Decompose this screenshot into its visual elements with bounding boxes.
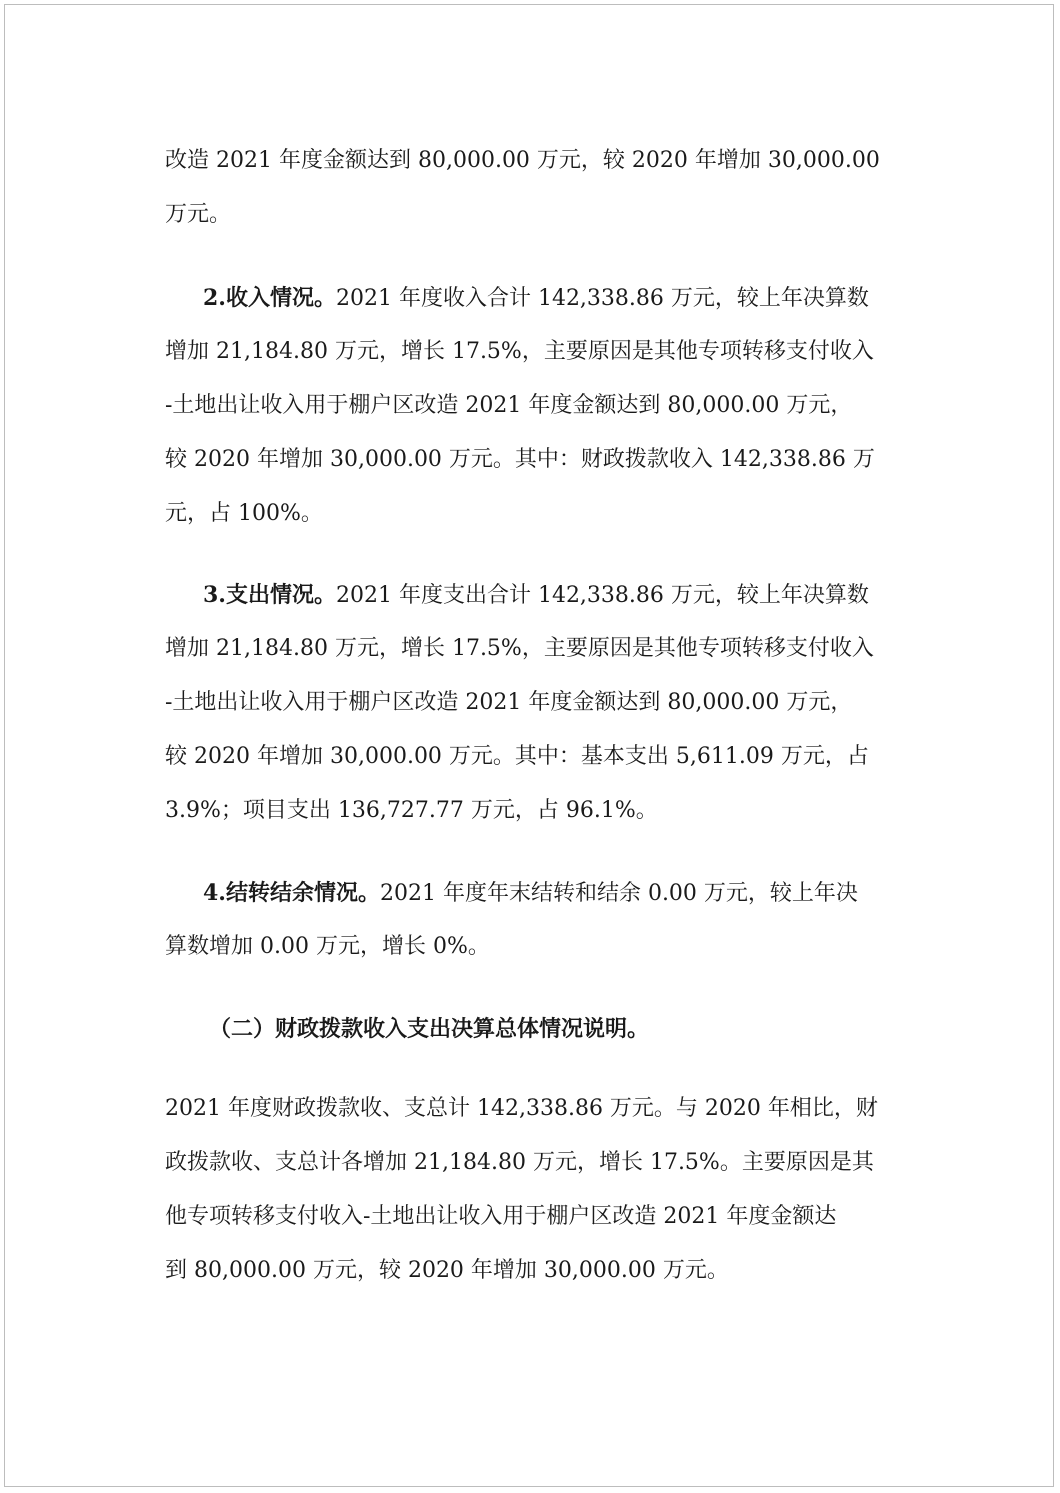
text-line: 较 2020 年增加 30,000.00 万元。其中：财政拨款收入 142,338.86 万 [165,447,875,472]
paragraph-continuation [165,134,905,242]
text-line: 增加 21,184.80 万元，增长 17.5%，主要原因是其他专项转移支付收入 [165,339,874,364]
text-line: 较 2020 年增加 30,000.00 万元。其中：基本支出 5,611.09 万元，占 [165,744,869,769]
fiscal-appropriation-paragraph [165,1082,905,1298]
text-line: -土地出让收入用于棚户区改造 2021 年度金额达到 80,000.00 万元， [165,393,853,418]
text-line [165,568,905,622]
income-label: 2.收入情况。 [203,285,336,311]
text-line: 元，占 100%。 [165,501,323,526]
expenditure-paragraph [165,568,905,838]
text-segment: 2021 年度支出合计 142,338.86 万元，较上年决算数 [335,583,869,608]
text-line: 3.9%；项目支出 136,727.77 万元，占 96.1%。 [165,798,658,823]
text-line: 到 80,000.00 万元，较 2020 年增加 30,000.00 万元。 [165,1258,729,1283]
section-heading: （二）财政拨款收入支出决算总体情况说明。 [209,1016,650,1042]
text-line [165,866,905,920]
text-line: 改造 2021 年度金额达到 80,000.00 万元，较 2020 年增加 30,000.00 [165,148,880,173]
income-paragraph [165,271,905,541]
text-segment: 2021 年度收入合计 142,338.86 万元，较上年决算数 [335,286,869,311]
section-heading-block [165,1002,905,1056]
text-line: 增加 21,184.80 万元，增长 17.5%，主要原因是其他专项转移支付收入 [165,636,874,661]
text-line: 算数增加 0.00 万元，增长 0%。 [165,934,490,959]
text-line: 政拨款收、支总计各增加 21,184.80 万元，增长 17.5%。主要原因是其 [165,1150,874,1175]
text-line: 2021 年度财政拨款收、支总计 142,338.86 万元。与 2020 年相比，财 [165,1096,878,1121]
text-line: -土地出让收入用于棚户区改造 2021 年度金额达到 80,000.00 万元， [165,690,853,715]
expenditure-label: 3.支出情况。 [203,582,336,608]
text-line: 他专项转移支付收入-土地出让收入用于棚户区改造 2021 年度金额达 [165,1204,837,1229]
carryover-label: 4.结转结余情况。 [203,880,380,906]
text-line [165,271,905,325]
carryover-paragraph [165,866,905,974]
text-segment: 2021 年度年末结转和结余 0.00 万元，较上年决 [379,881,858,906]
text-line: 万元。 [165,202,232,227]
